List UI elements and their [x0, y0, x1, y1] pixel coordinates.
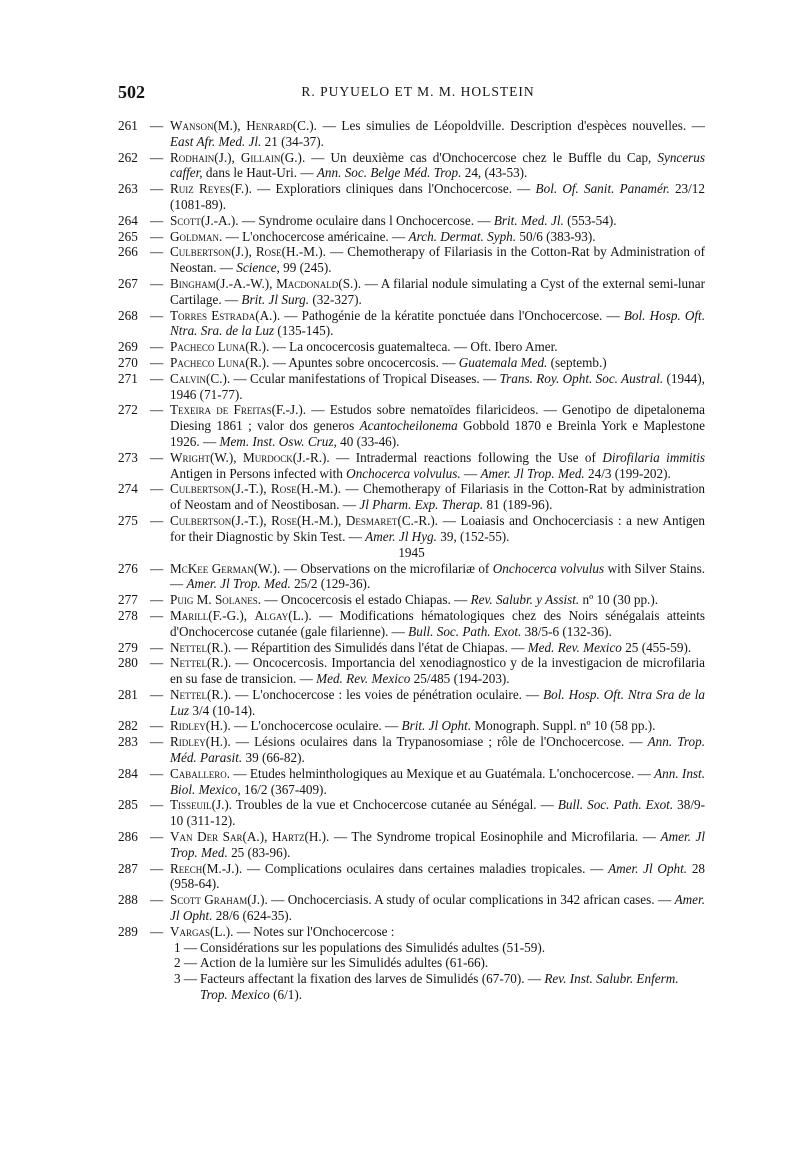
author-name: Ridley: [170, 718, 206, 734]
author-name: Wright: [170, 449, 210, 465]
reference-text: [170, 861, 705, 893]
reference-entry: [118, 861, 705, 893]
reference-text: [170, 118, 705, 150]
citation-text: (H.-M.). — Chemotherapy of Filariasis in the Cotton-Rat by administration of Neostam and of Neostibosan. —: [170, 481, 705, 513]
journal-title: Med. Rev. Mexico: [316, 671, 411, 687]
citation-text: 50/6 (383-93).: [516, 228, 596, 244]
reference-entry: [118, 181, 705, 213]
page-header: [118, 82, 718, 104]
citation-text: 16/2 (367-409).: [240, 781, 327, 797]
citation-text: 24, (43-53).: [461, 165, 528, 181]
reference-text: [170, 766, 705, 798]
reference-number: 286: [118, 829, 138, 845]
reference-text: [170, 892, 705, 924]
reference-entry: [118, 718, 705, 734]
reference-dash: —: [150, 339, 164, 355]
page-number: 502: [118, 82, 145, 102]
citation-text: 38/9-10 (311-12).: [170, 797, 706, 829]
reference-entry: [118, 244, 705, 276]
reference-entry: [118, 608, 705, 640]
citation-text: (6/1).: [269, 987, 303, 1003]
reference-number: 288: [118, 892, 138, 908]
reference-text: [170, 181, 705, 213]
journal-title: Bol. Hosp. Oft. Ntra. Sra. de la Luz: [170, 307, 706, 339]
author-name: Bingham: [170, 275, 216, 291]
citation-text: (H.). — Lésions oculaires dans la Trypanosomiase ; rôle de l'Onchocercose. —: [205, 734, 648, 750]
citation-text: (A.). — Pathogénie de la kératite ponctuée dans l'Onchocercose. —: [255, 307, 624, 323]
reference-dash: —: [150, 149, 164, 165]
reference-number: 268: [118, 307, 138, 323]
journal-title: Onchocerca volvulus.: [346, 465, 461, 481]
author-name: Wanson: [170, 118, 214, 133]
author-name: Rodhain: [170, 149, 215, 165]
reference-dash: —: [150, 560, 164, 576]
author-name: Culbertson: [170, 481, 232, 497]
reference-entry: [118, 640, 705, 656]
journal-title: East Afr. Med. Jl.: [170, 133, 262, 149]
citation-text: (septemb.): [547, 354, 607, 370]
reference-text: [170, 339, 705, 355]
reference-text: [170, 592, 705, 608]
author-name: Rose: [270, 481, 297, 497]
reference-dash: —: [150, 181, 164, 197]
sub-entry-text: [200, 940, 545, 956]
citation-text: 23/12 (1081-89).: [170, 181, 705, 212]
citation-text: dans le Haut-Uri. —: [202, 165, 317, 181]
author-name: Scott Graham: [170, 892, 248, 908]
citation-text: 25 (455-59).: [621, 639, 692, 655]
author-name: Desmaret: [345, 512, 398, 528]
citation-text: (F.-G.),: [208, 607, 255, 623]
citation-text: (J.). — Onchocerciasis. A study of ocular complications in 342 african cases. —: [247, 892, 675, 908]
journal-title: Brit. Jl Surg.: [241, 291, 310, 307]
author-name: Texeira de Freitas: [170, 402, 272, 418]
reference-number: 263: [118, 181, 138, 197]
reference-number: 274: [118, 481, 138, 497]
sub-entry: [118, 971, 705, 1003]
reference-entry: [118, 481, 705, 513]
reference-number: 266: [118, 244, 138, 260]
author-name: Scott: [170, 212, 201, 228]
reference-dash: —: [150, 212, 164, 228]
reference-text: [170, 213, 705, 229]
citation-text: (J.-A.-W.),: [215, 275, 277, 291]
reference-number: 284: [118, 765, 138, 781]
citation-text: (135-145).: [274, 323, 334, 339]
journal-title: Amer. Jl Trop. Med.: [170, 829, 706, 860]
author-name: Nettel: [170, 639, 208, 655]
author-name: Marill: [170, 607, 209, 623]
citation-text: 3/4 (10-14).: [189, 702, 256, 718]
citation-text: (H.-M.),: [296, 512, 346, 528]
reference-number: 277: [118, 592, 138, 608]
citation-text: nº 10 (30 pp.).: [579, 592, 659, 608]
citation-text: (J.-T.),: [231, 512, 272, 528]
year-heading: 1945: [398, 544, 425, 560]
citation-text: (F.-J.). — Estudos sobre nematoïdes filaricideos. — Genotipo de dipetalonema Diesing 1861 ; valor dos generos: [170, 402, 705, 434]
reference-number: 282: [118, 718, 138, 734]
reference-number: 287: [118, 860, 138, 876]
journal-title: Bol. Hosp. Oft. Ntra Sra de la Luz: [170, 686, 705, 718]
reference-number: 269: [118, 339, 138, 355]
reference-text: [170, 450, 705, 482]
reference-text: [170, 829, 705, 861]
citation-text: (R.). — La oncocercosis guatemalteca. — Oft. Ibero Amer.: [245, 339, 558, 355]
sub-entry: [118, 955, 705, 971]
citation-text: (G.). — Un deuxième cas d'Onchocercose chez le Buffle du Cap,: [280, 149, 658, 165]
citation-text: (W.),: [209, 449, 243, 465]
reference-dash: —: [150, 639, 164, 655]
citation-text: 25/485 (194-203).: [410, 671, 510, 687]
citation-text: (R.). — L'onchocercose : les voies de pénétration oculaire. —: [207, 686, 544, 702]
reference-text: [170, 481, 705, 513]
reference-text: [170, 924, 705, 940]
reference-dash: —: [150, 734, 164, 750]
reference-entry: [118, 213, 705, 229]
journal-title: Mem. Inst. Osw. Cruz,: [219, 433, 337, 449]
author-name: Ruiz Reyes: [170, 181, 231, 197]
journal-title: Ann. Soc. Belge Méd. Trop.: [316, 165, 462, 181]
reference-text: [170, 402, 705, 449]
author-name: Henrard: [246, 118, 293, 133]
reference-entry: [118, 402, 705, 449]
author-name: Hartz: [271, 829, 305, 845]
journal-title: Amer. Jl Trop. Med.: [186, 576, 291, 592]
reference-entry: [118, 829, 705, 861]
reference-number: 289: [118, 923, 138, 939]
author-name: Puig M. Solanes: [170, 592, 258, 608]
citation-text: 28 (958-64).: [170, 860, 706, 892]
reference-text: [170, 276, 705, 308]
reference-number: 280: [118, 655, 138, 671]
reference-text: [170, 355, 705, 371]
reference-dash: —: [150, 354, 164, 370]
reference-dash: —: [150, 244, 164, 260]
journal-title: Syncerus caffer,: [170, 149, 705, 181]
reference-text: [170, 655, 705, 687]
reference-entry: [118, 892, 705, 924]
citation-text: (J.-A.). — Syndrome oculaire dans l Onchocercose. —: [200, 212, 494, 228]
reference-entry: [118, 450, 705, 482]
journal-title: Med. Rev. Mexico: [527, 639, 622, 655]
author-name: Van Der Sar: [170, 829, 243, 845]
reference-text: [170, 150, 705, 182]
journal-title: Guatemala Med.: [458, 354, 548, 370]
journal-title: Arch. Dermat. Syph.: [408, 228, 517, 244]
reference-text: [170, 640, 705, 656]
reference-number: 272: [118, 402, 138, 418]
sub-entry-number: 2 —: [174, 955, 198, 971]
reference-text: [170, 608, 705, 640]
citation-text: 28/6 (624-35).: [212, 908, 292, 924]
citation-text: 81 (189-96).: [483, 497, 553, 513]
author-name: Vargas: [170, 923, 211, 939]
reference-dash: —: [150, 923, 164, 939]
journal-title: Trans. Roy. Opht. Soc. Austral.: [499, 370, 664, 386]
reference-dash: —: [150, 512, 164, 528]
reference-text: [170, 513, 705, 545]
reference-dash: —: [150, 402, 164, 418]
running-head: R. PUYUELO ET M. M. HOLSTEIN: [301, 84, 535, 99]
citation-text: (J.),: [231, 244, 256, 260]
reference-text: [170, 687, 705, 719]
author-name: Macdonald: [276, 275, 339, 291]
journal-title: Amer. Jl Trop. Med.: [480, 465, 585, 481]
author-name: Pacheco Luna: [170, 354, 246, 370]
citation-text: . — L'onchocercose américaine. —: [219, 228, 409, 244]
citation-text: (F.). — Exploratiors cliniques dans l'Onchocercose. —: [230, 181, 536, 197]
journal-title: Dirofilaria immitis: [602, 449, 705, 465]
reference-number: 270: [118, 354, 138, 370]
reference-text: [170, 371, 705, 403]
journal-title: Ann. Inst. Biol. Mexico,: [170, 765, 706, 797]
author-name: McKee German: [170, 560, 254, 576]
citation-text: (H.-M.). — Chemotherapy of Filariasis in the Cotton-Rat by Administration of Neostan. —: [170, 244, 705, 276]
citation-text: (R.). — Répartition des Simulidés dans l'état de Chiapas. —: [207, 639, 528, 655]
reference-entry: [118, 339, 705, 355]
citation-text: . — Oncocercosis el estado Chiapas. —: [257, 592, 471, 608]
author-name: Nettel: [170, 655, 208, 671]
reference-number: 278: [118, 607, 138, 623]
reference-entry: [118, 308, 705, 340]
citation-text: Monograph. Suppl. nº 10 (58 pp.).: [471, 718, 656, 734]
journal-title: Jl Pharm. Exp. Therap.: [359, 497, 484, 513]
reference-dash: —: [150, 607, 164, 623]
reference-number: 279: [118, 639, 138, 655]
reference-dash: —: [150, 655, 164, 671]
author-name: Caballero: [170, 765, 227, 781]
reference-entry: [118, 734, 705, 766]
sub-entry-number: 3 —: [174, 971, 198, 987]
journal-title: Rev. Inst. Salubr. Enferm. Trop. Mexico: [200, 971, 679, 1003]
journal-title: Amer. Jl Hyg.: [365, 528, 437, 544]
citation-text: 39, (152-55).: [436, 528, 510, 544]
citation-text: (1944), 1946 (71-77).: [170, 370, 705, 402]
citation-text: (W.). — Observations on the microfilariæ of: [253, 560, 493, 576]
author-name: Reech: [170, 860, 203, 876]
reference-dash: —: [150, 228, 164, 244]
author-name: Culbertson: [170, 244, 232, 260]
reference-number: 285: [118, 797, 138, 813]
reference-number: 283: [118, 734, 138, 750]
reference-entry: [118, 118, 705, 150]
citation-text: (32-327).: [309, 291, 362, 307]
reference-entry: [118, 687, 705, 719]
citation-text: (553-54).: [563, 212, 617, 228]
journal-title: Bol. Of. Sanit. Panamér.: [535, 181, 670, 197]
citation-text: Facteurs affectant la fixation des larves de Simulidés (67-70). —: [200, 971, 545, 987]
journal-title: Rev. Salubr. y Assist.: [470, 592, 580, 608]
journal-title: Brit. Med. Jl.: [493, 212, 564, 228]
author-name: Gillain: [240, 149, 281, 165]
reference-number: 276: [118, 560, 138, 576]
reference-number: 281: [118, 686, 138, 702]
reference-text: [170, 229, 705, 245]
citation-text: Action de la lumière sur les Simulidés adultes (61-66).: [200, 955, 489, 971]
reference-entry: [118, 766, 705, 798]
author-name: Rose: [271, 512, 297, 528]
reference-entry: [118, 371, 705, 403]
author-name: Ridley: [170, 734, 206, 750]
citation-text: (M.),: [213, 118, 247, 133]
author-name: Pacheco Luna: [170, 339, 246, 355]
citation-text: 40 (33-46).: [336, 433, 400, 449]
journal-title: Amer. Jl Opht.: [170, 892, 705, 924]
author-name: Goldman: [170, 228, 220, 244]
reference-dash: —: [150, 765, 164, 781]
reference-number: 275: [118, 512, 138, 528]
reference-entry: [118, 513, 705, 545]
citation-text: with Silver Stains. —: [170, 560, 705, 592]
citation-text: . — Etudes helminthologiques au Mexique et au Guatémala. L'onchocercose. —: [226, 765, 655, 781]
journal-title: Acantocheilonema: [359, 418, 458, 434]
reference-entry: [118, 797, 705, 829]
citation-text: (J.-R.). — Intradermal reactions following the Use of: [292, 449, 603, 465]
citation-text: (S.). — A filarial nodule simulating a Cyst of the external semi-lunar Cartilage. —: [170, 275, 705, 307]
sub-entry-text: [200, 955, 488, 971]
citation-text: Gobbold 1870 e Breinla York e Maplestone 1926. —: [170, 418, 705, 449]
reference-number: 265: [118, 228, 138, 244]
author-name: Torres Estrada: [170, 307, 256, 323]
reference-text: [170, 244, 705, 276]
citation-text: (L.). — Modifications hématologiques chez des Noirs sénégalais atteints d'Onchocercose cutanée (gale filarienne). —: [170, 607, 705, 639]
citation-text: (H.). — The Syndrome tropical Eosinophile and Microfilaria. —: [304, 829, 661, 845]
sub-entry-number: 1 —: [174, 939, 198, 955]
journal-title: Bull. Soc. Path. Exot.: [557, 797, 674, 813]
journal-title: Onchocerca volvulus: [492, 560, 605, 576]
citation-text: (L.). — Notes sur l'Onchocercose :: [210, 923, 395, 939]
reference-dash: —: [150, 481, 164, 497]
author-name: Tisseuil: [170, 797, 212, 813]
journal-title: Amer. Jl Opht.: [608, 860, 688, 876]
citation-text: (C.). — Les simulies de Léopoldville. Description d'espèces nouvelles. —: [292, 118, 705, 133]
citation-text: 25 (83-96).: [227, 844, 291, 860]
citation-text: 24/3 (199-202).: [584, 465, 671, 481]
citation-text: (J.-T.),: [231, 481, 271, 497]
reference-entry: [118, 592, 705, 608]
citation-text: 21 (34-37).: [261, 133, 324, 149]
reference-entry: [118, 355, 705, 371]
reference-dash: —: [150, 797, 164, 813]
journal-title: Bull. Soc. Path. Exot.: [408, 623, 522, 639]
citation-text: 38/5-6 (132-36).: [521, 623, 612, 639]
author-name: Nettel: [170, 686, 208, 702]
reference-text: [170, 734, 705, 766]
reference-dash: —: [150, 449, 164, 465]
reference-number: 261: [118, 118, 138, 133]
citation-text: (A.),: [242, 829, 272, 845]
journal-title: Ann. Trop. Méd. Parasit.: [170, 734, 705, 766]
reference-dash: —: [150, 686, 164, 702]
citation-text: 99 (245).: [279, 260, 332, 276]
citation-text: 25/2 (129-36).: [290, 576, 371, 592]
reference-entry: [118, 655, 705, 687]
reference-dash: —: [150, 860, 164, 876]
journal-title: Science,: [236, 260, 280, 276]
author-name: Algay: [254, 607, 289, 623]
citation-text: (C.). — Ccular manifestations of Tropical Diseases. —: [205, 370, 500, 386]
sub-entry-text: [200, 971, 705, 1003]
reference-number: 271: [118, 370, 138, 386]
citation-text: Antigen in Persons infected with: [170, 465, 347, 481]
citation-text: (J.),: [214, 149, 241, 165]
reference-dash: —: [150, 307, 164, 323]
author-name: Rose: [255, 244, 282, 260]
author-name: Murdock: [243, 449, 293, 465]
reference-dash: —: [150, 370, 164, 386]
reference-entry: [118, 276, 705, 308]
citation-text: (J.). Troubles de la vue et Cnchocercose cutanée au Sénégal. —: [211, 797, 558, 813]
citation-text: (H.). — L'onchocercose oculaire. —: [205, 718, 402, 734]
reference-entry: [118, 229, 705, 245]
reference-entry: [118, 924, 705, 940]
sub-entry: [118, 940, 705, 956]
reference-dash: —: [150, 275, 164, 291]
author-name: Culbertson: [170, 512, 232, 528]
citation-text: (M.-J.). — Complications oculaires dans certaines maladies tropicales. —: [202, 860, 609, 876]
reference-text: [170, 561, 705, 593]
citation-text: (C.-R.). — Loaiasis and Onchocerciasis : a new Antigen for their Diagnostic by Skin Test. —: [170, 512, 705, 544]
reference-number: 262: [118, 149, 138, 165]
citation-text: —: [460, 465, 481, 481]
journal-title: Brit. Jl Opht.: [401, 718, 472, 734]
reference-number: 267: [118, 275, 138, 291]
reference-text: [170, 797, 705, 829]
reference-number: 273: [118, 449, 138, 465]
citation-text: Considérations sur les populations des Simulidés adultes (51-59).: [200, 939, 546, 955]
reference-dash: —: [150, 592, 164, 608]
reference-entry: [118, 150, 705, 182]
reference-dash: —: [150, 118, 164, 133]
citation-text: (R.). — Oncocercosis. Importancia del xenodiagnostico y de la investigacion de microfilaria en su fase de transicion. —: [170, 655, 705, 687]
reference-text: [170, 308, 705, 340]
reference-text: [170, 718, 705, 734]
author-name: Calvin: [170, 370, 206, 386]
citation-text: (R.). — Apuntes sobre oncocercosis. —: [245, 354, 459, 370]
reference-dash: —: [150, 829, 164, 845]
reference-dash: —: [150, 892, 164, 908]
reference-dash: —: [150, 718, 164, 734]
reference-list: [118, 118, 705, 1003]
citation-text: 39 (66-82).: [242, 750, 305, 766]
reference-number: 264: [118, 212, 138, 228]
reference-entry: [118, 561, 705, 593]
